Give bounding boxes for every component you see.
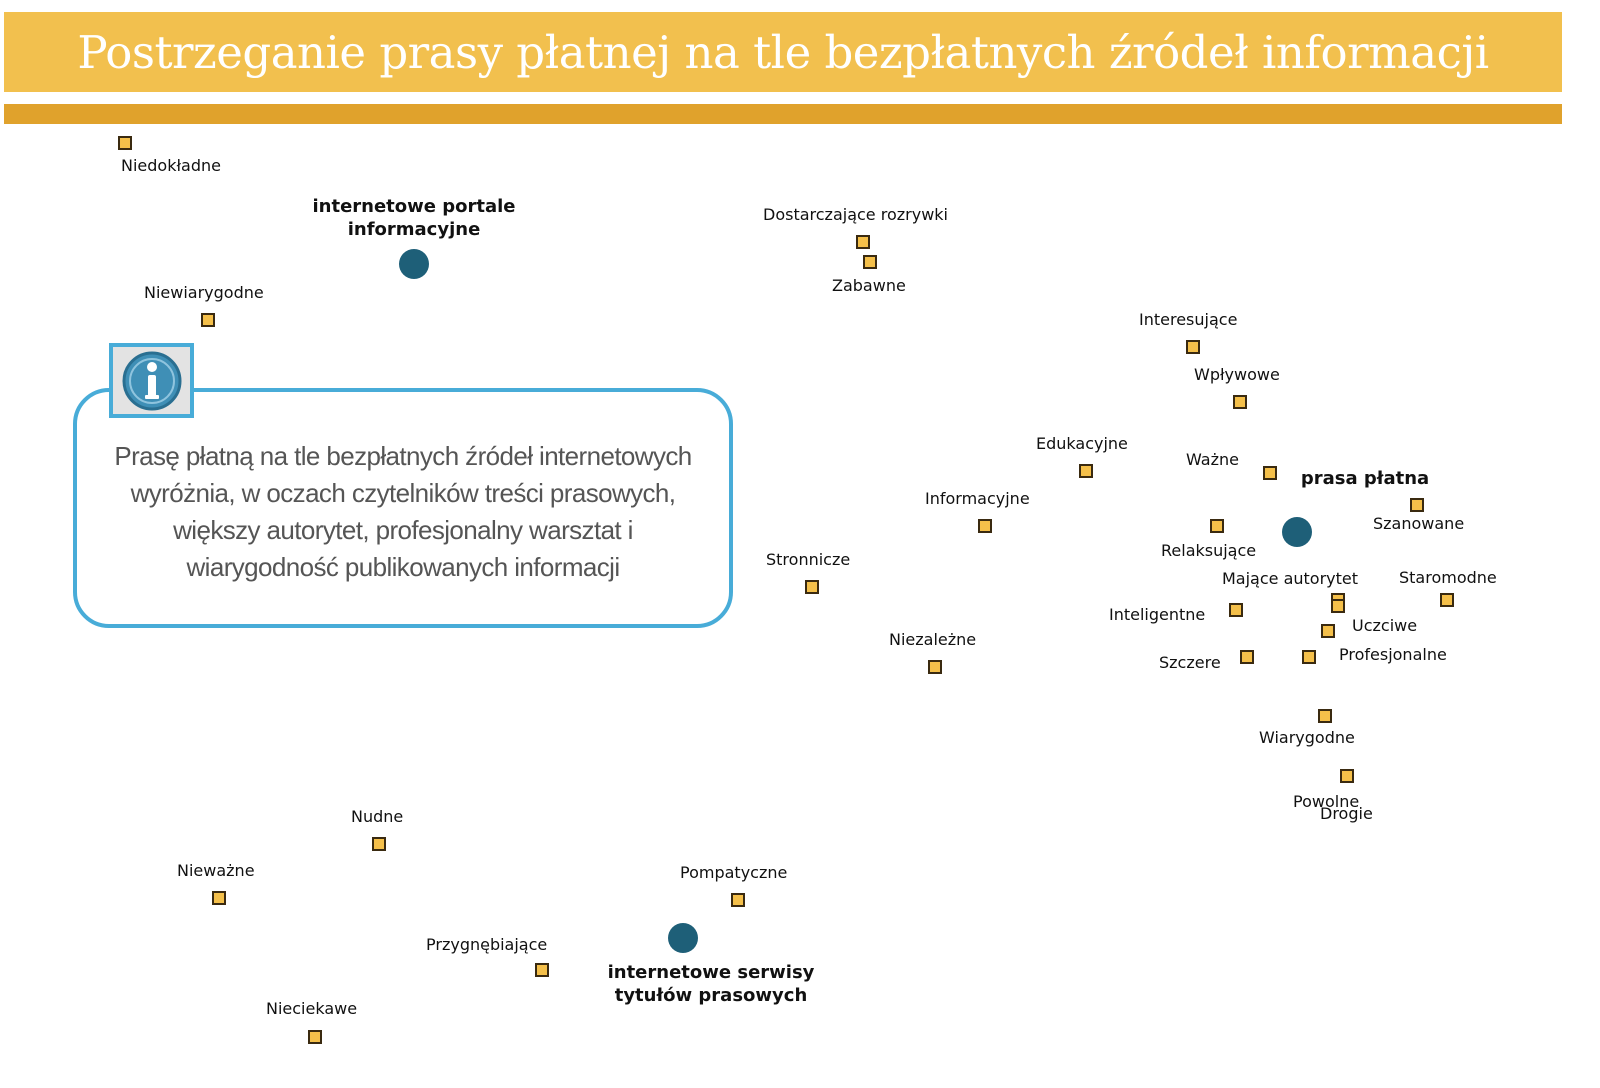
info-line: wiarygodność publikowanych informacji <box>186 552 620 582</box>
attribute-label: Wiarygodne <box>1259 728 1355 747</box>
attribute-label: Powolne <box>1293 792 1360 811</box>
attribute-label: Interesujące <box>1139 310 1238 329</box>
attribute-label: Nieważne <box>177 861 255 880</box>
attribute-point <box>1332 600 1344 612</box>
attribute-label: Nudne <box>351 807 404 826</box>
attribute-label: Uczciwe <box>1352 616 1418 635</box>
attribute-point <box>929 661 941 673</box>
attribute-point <box>1319 710 1331 722</box>
attribute-point <box>857 236 869 248</box>
source-point <box>668 923 698 953</box>
attribute-label: Inteligentne <box>1109 605 1206 624</box>
attribute-label: Ważne <box>1186 450 1239 469</box>
attribute-label: Szczere <box>1159 653 1221 672</box>
attribute-point <box>1230 604 1242 616</box>
info-icon-glyph <box>121 350 183 412</box>
info-callout-text <box>89 438 717 586</box>
attribute-point <box>1264 467 1276 479</box>
attribute-label: Nieciekawe <box>266 999 358 1018</box>
page-title: Postrzeganie prasy płatnej na tle bezpłatnych źródeł informacji <box>77 25 1489 79</box>
attribute-label: Niewiarygodne <box>144 283 264 302</box>
attribute-point <box>1441 594 1453 606</box>
attribute-label: Stronnicze <box>766 550 851 569</box>
attribute-label: Zabawne <box>832 276 906 295</box>
attribute-point <box>373 838 385 850</box>
attribute-point <box>1241 651 1253 663</box>
attribute-point <box>1211 520 1223 532</box>
attribute-label: Szanowane <box>1373 514 1465 533</box>
info-line: większy autorytet, profesjonalny warsztat i <box>173 515 633 545</box>
attribute-point <box>202 314 214 326</box>
attribute-label: Informacyjne <box>925 489 1030 508</box>
attribute-point <box>806 581 818 593</box>
attribute-label: Drogie <box>1320 804 1373 823</box>
attribute-label: Mające autorytet <box>1222 569 1359 588</box>
attribute-label: Pompatyczne <box>680 863 788 882</box>
attribute-point <box>1411 499 1423 511</box>
attribute-point <box>979 520 991 532</box>
attribute-label: Niezależne <box>889 630 977 649</box>
attribute-point <box>864 256 876 268</box>
attribute-label: Staromodne <box>1399 568 1497 587</box>
source-label: internetowe serwisy <box>607 962 815 983</box>
attribute-point <box>732 894 744 906</box>
attribute-label: Dostarczające rozrywki <box>763 205 948 224</box>
attribute-point <box>1234 396 1246 408</box>
source-label: informacyjne <box>347 219 481 240</box>
attribute-label: Przygnębiające <box>426 935 548 954</box>
attribute-point <box>309 1031 321 1043</box>
source-point <box>399 249 429 279</box>
attribute-point <box>1303 651 1315 663</box>
attribute-point <box>213 892 225 904</box>
attribute-point <box>119 137 131 149</box>
attribute-point <box>1341 770 1353 782</box>
attribute-label: Relaksujące <box>1161 541 1257 560</box>
info-line: wyróżnia, w oczach czytelników treści prasowych, <box>130 478 676 508</box>
attribute-point <box>1080 465 1092 477</box>
source-label: prasa płatna <box>1300 468 1430 489</box>
attribute-point <box>1187 341 1199 353</box>
source-point <box>1282 517 1312 547</box>
info-icon <box>109 343 194 418</box>
info-callout <box>73 388 733 628</box>
info-line: Prasę płatną na tle bezpłatnych źródeł internetowych <box>114 441 692 471</box>
attribute-point <box>536 964 548 976</box>
attribute-label: Niedokładne <box>121 156 221 175</box>
attribute-point <box>1322 625 1334 637</box>
attribute-label: Wpływowe <box>1194 365 1280 384</box>
attribute-label: Edukacyjne <box>1036 434 1128 453</box>
source-label: tytułów prasowych <box>614 985 808 1006</box>
attribute-label: Profesjonalne <box>1339 645 1447 664</box>
source-label: internetowe portale <box>312 196 516 217</box>
